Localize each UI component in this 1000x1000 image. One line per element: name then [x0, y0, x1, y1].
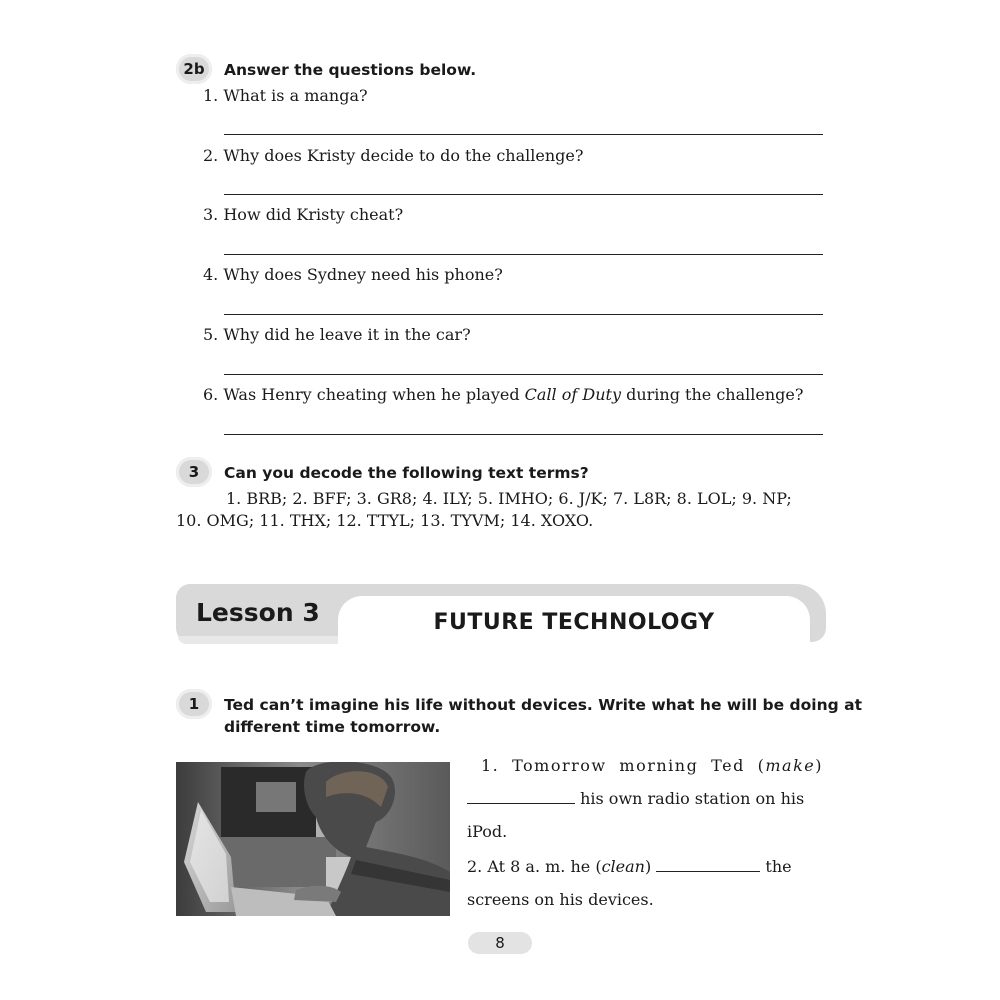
item-1-verb: make — [765, 756, 816, 775]
item-1-text-start: 1. Tomorrow morning Ted ( — [481, 756, 766, 775]
item-2-line-1 — [467, 850, 823, 883]
question-6-start: 6. Was Henry cheating when he played — [203, 385, 525, 404]
text-terms-line-1: 1. BRB; 2. BFF; 3. GR8; 4. ILY; 5. IMHO; 6. J/K; 7. L8R; 8. LOL; 9. NP; — [226, 489, 792, 508]
item-2-text-start: 2. At 8 a. m. he ( — [467, 857, 602, 876]
item-1-line-3: iPod. — [467, 822, 508, 841]
exercise-3-instruction: Can you decode the following text terms? — [224, 464, 589, 482]
question-5: 5. Why did he leave it in the car? — [203, 325, 471, 344]
item-1-continuation: his own radio station on his — [575, 789, 805, 808]
item-2-text-end: the — [760, 857, 792, 876]
question-6-end: during the challenge? — [621, 385, 804, 404]
question-6 — [203, 385, 803, 404]
exercise-1-instruction-line-2: different time tomorrow. — [224, 718, 441, 736]
item-1-line-1 — [467, 749, 823, 782]
exercise-2b-instruction: Answer the questions below. — [224, 61, 477, 79]
exercise-badge-3: 3 — [176, 457, 212, 487]
boy-with-laptop-photo — [176, 762, 450, 916]
item-1-line-2 — [467, 782, 823, 815]
lesson-title: FUTURE TECHNOLOGY — [338, 596, 810, 648]
page-number: 8 — [468, 932, 532, 954]
question-4: 4. Why does Sydney need his phone? — [203, 265, 503, 284]
lesson-tab-shadow — [178, 636, 358, 644]
answer-line-6[interactable] — [224, 434, 823, 435]
item-1-text-close: ) — [815, 756, 823, 775]
item-2-line-2: screens on his devices. — [467, 890, 654, 909]
question-3: 3. How did Kristy cheat? — [203, 205, 404, 224]
item-2-blank[interactable] — [656, 855, 760, 872]
exercise-1-instruction-line-1: Ted can’t imagine his life without devices. Write what he will be doing at — [224, 696, 862, 714]
question-2: 2. Why does Kristy decide to do the challenge? — [203, 146, 584, 165]
item-1-blank[interactable] — [467, 787, 575, 804]
answer-line-1[interactable] — [224, 134, 823, 135]
exercise-badge-1: 1 — [176, 689, 212, 719]
item-2-verb: clean — [601, 857, 645, 876]
answer-line-2[interactable] — [224, 194, 823, 195]
answer-line-3[interactable] — [224, 254, 823, 255]
exercise-badge-2b: 2b — [176, 54, 212, 84]
answer-line-4[interactable] — [224, 314, 823, 315]
answer-line-5[interactable] — [224, 374, 823, 375]
text-terms-line-2: 10. OMG; 11. THX; 12. TTYL; 13. TYVM; 14. XOXO. — [176, 511, 594, 530]
game-title: Call of Duty — [524, 385, 621, 404]
lesson-label: Lesson 3 — [196, 598, 320, 627]
item-2-text-close: ) — [644, 857, 652, 876]
question-1: 1. What is a manga? — [203, 86, 368, 105]
